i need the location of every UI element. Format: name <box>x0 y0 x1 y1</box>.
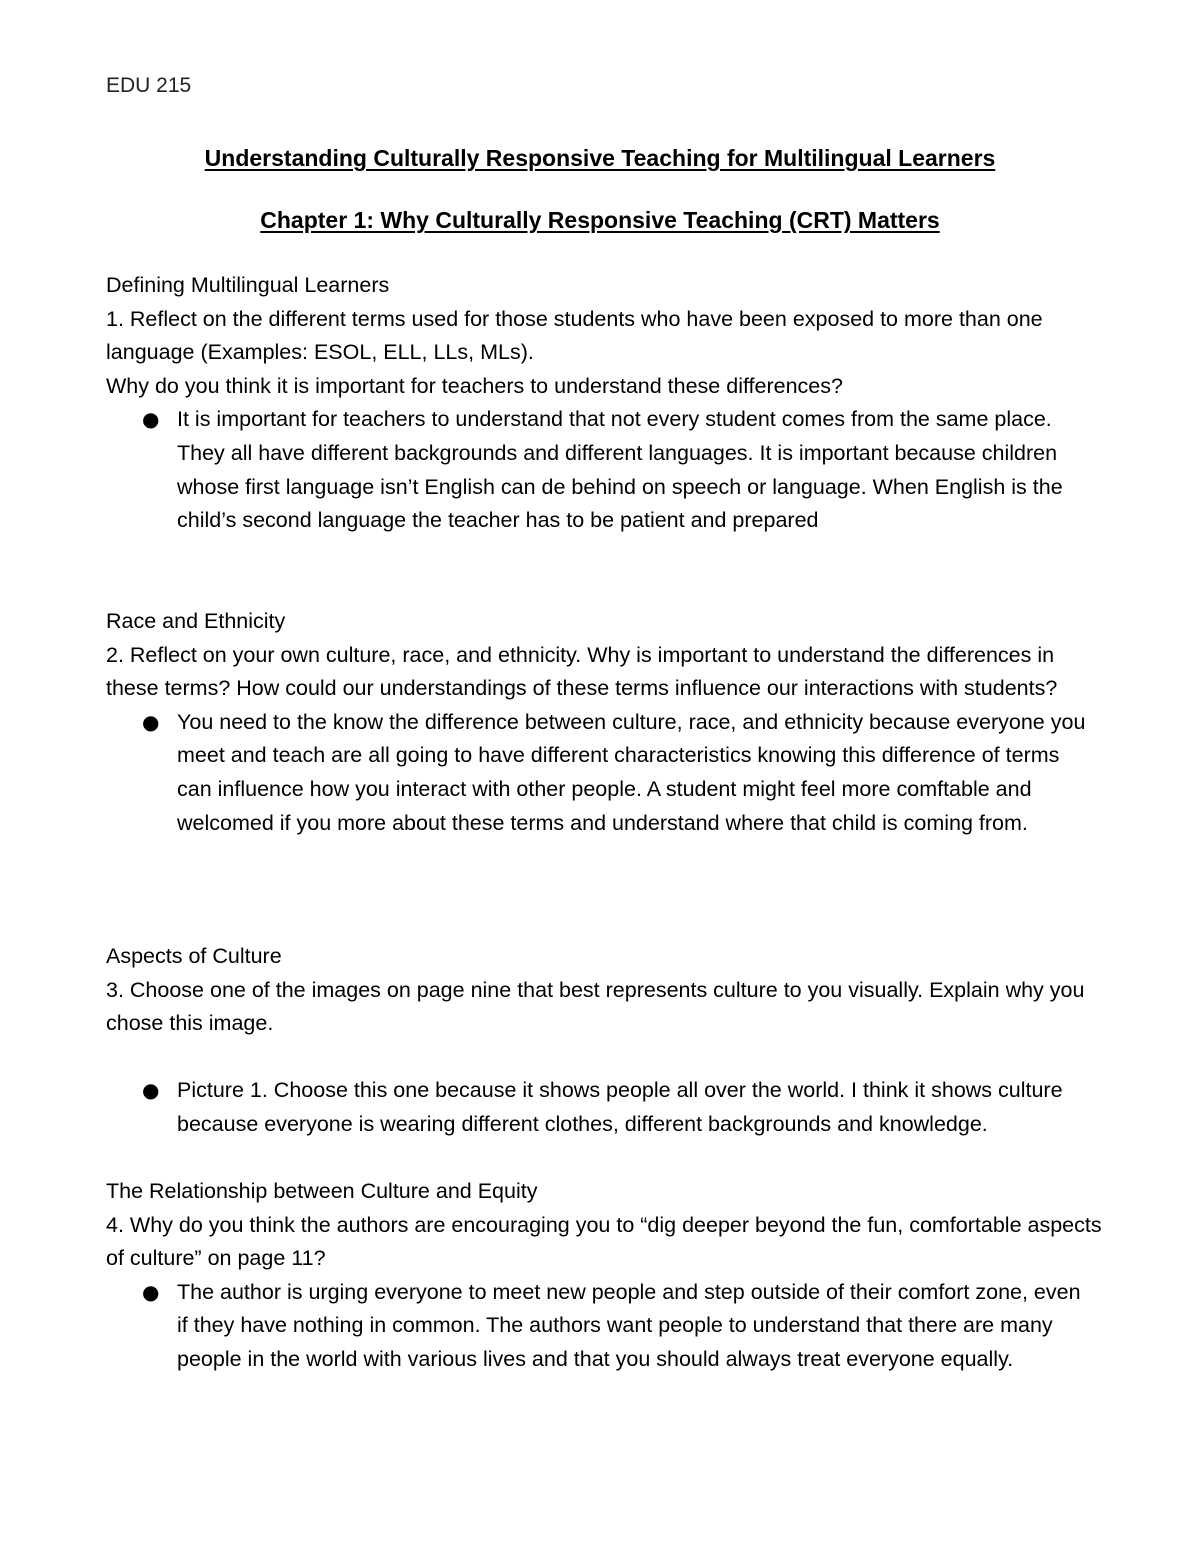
answer-item <box>142 403 1097 537</box>
answer-text: The author is urging everyone to meet new people and step outside of their comfort zone, even if they have nothing in common. The authors want people to understand that there are many people in the world with various lives and that you should always treat everyone equally. <box>177 1279 1081 1371</box>
section-defining-multilingual-learners <box>106 269 1106 538</box>
answer-item <box>142 1074 1097 1141</box>
document-title: Understanding Culturally Responsive Teaching for Multilingual Learners <box>204 145 996 171</box>
section-culture-and-equity <box>106 1175 1106 1377</box>
bullet-icon: ● <box>142 1279 160 1304</box>
answer-text: It is important for teachers to understand that not every student comes from the same place. They all have different backgrounds and different languages. It is important because children whose first language isn’t English can de behind on speech or language. When English is the child’s second language the teacher has to be patient and prepared <box>177 407 1063 533</box>
answer-text: You need to the know the difference between culture, race, and ethnicity because everyone you meet and teach are all going to have different characteristics knowing this difference of terms can influence how you interact with other people. A student might feel more comftable and welcomed if you more about these terms and understand where that child is coming from. <box>177 709 1086 835</box>
section-heading: Race and Ethnicity <box>106 609 286 633</box>
answer-list <box>106 706 1106 840</box>
question-prompt: 4. Why do you think the authors are encouraging you to “dig deeper beyond the fun, comfortable aspects of culture” on page 11? <box>106 1212 1102 1271</box>
answer-item <box>142 706 1097 840</box>
course-code: EDU 215 <box>106 74 192 97</box>
bullet-icon: ● <box>142 709 160 734</box>
bullet-icon: ● <box>142 407 160 432</box>
question-prompt: 3. Choose one of the images on page nine that best represents culture to you visually. Explain why you chose this image. <box>106 977 1085 1036</box>
question-prompt: Why do you think it is important for teachers to understand these differences? <box>106 373 843 398</box>
section-aspects-of-culture <box>106 940 1106 1142</box>
chapter-title: Chapter 1: Why Culturally Responsive Teaching (CRT) Matters <box>260 207 940 233</box>
bullet-icon: ● <box>142 1078 160 1103</box>
answer-list <box>106 1074 1106 1141</box>
answer-list <box>106 1276 1106 1377</box>
answer-item <box>142 1276 1097 1377</box>
section-race-and-ethnicity <box>106 605 1106 840</box>
answer-list <box>106 403 1106 537</box>
section-heading: Aspects of Culture <box>106 944 282 968</box>
question-prompt: 2. Reflect on your own culture, race, and ethnicity. Why is important to understand the differences in these terms? How could our understandings of these terms influence our interactions with students? <box>106 642 1058 701</box>
answer-text: Picture 1. Choose this one because it shows people all over the world. I think it shows culture because everyone is wearing different clothes, different backgrounds and knowledge. <box>177 1078 1063 1136</box>
section-heading: The Relationship between Culture and Equity <box>106 1179 538 1203</box>
section-heading: Defining Multilingual Learners <box>106 273 390 297</box>
question-prompt: 1. Reflect on the different terms used for those students who have been exposed to more than one language (Examples: ESOL, ELL, LLs, MLs). <box>106 306 1043 365</box>
